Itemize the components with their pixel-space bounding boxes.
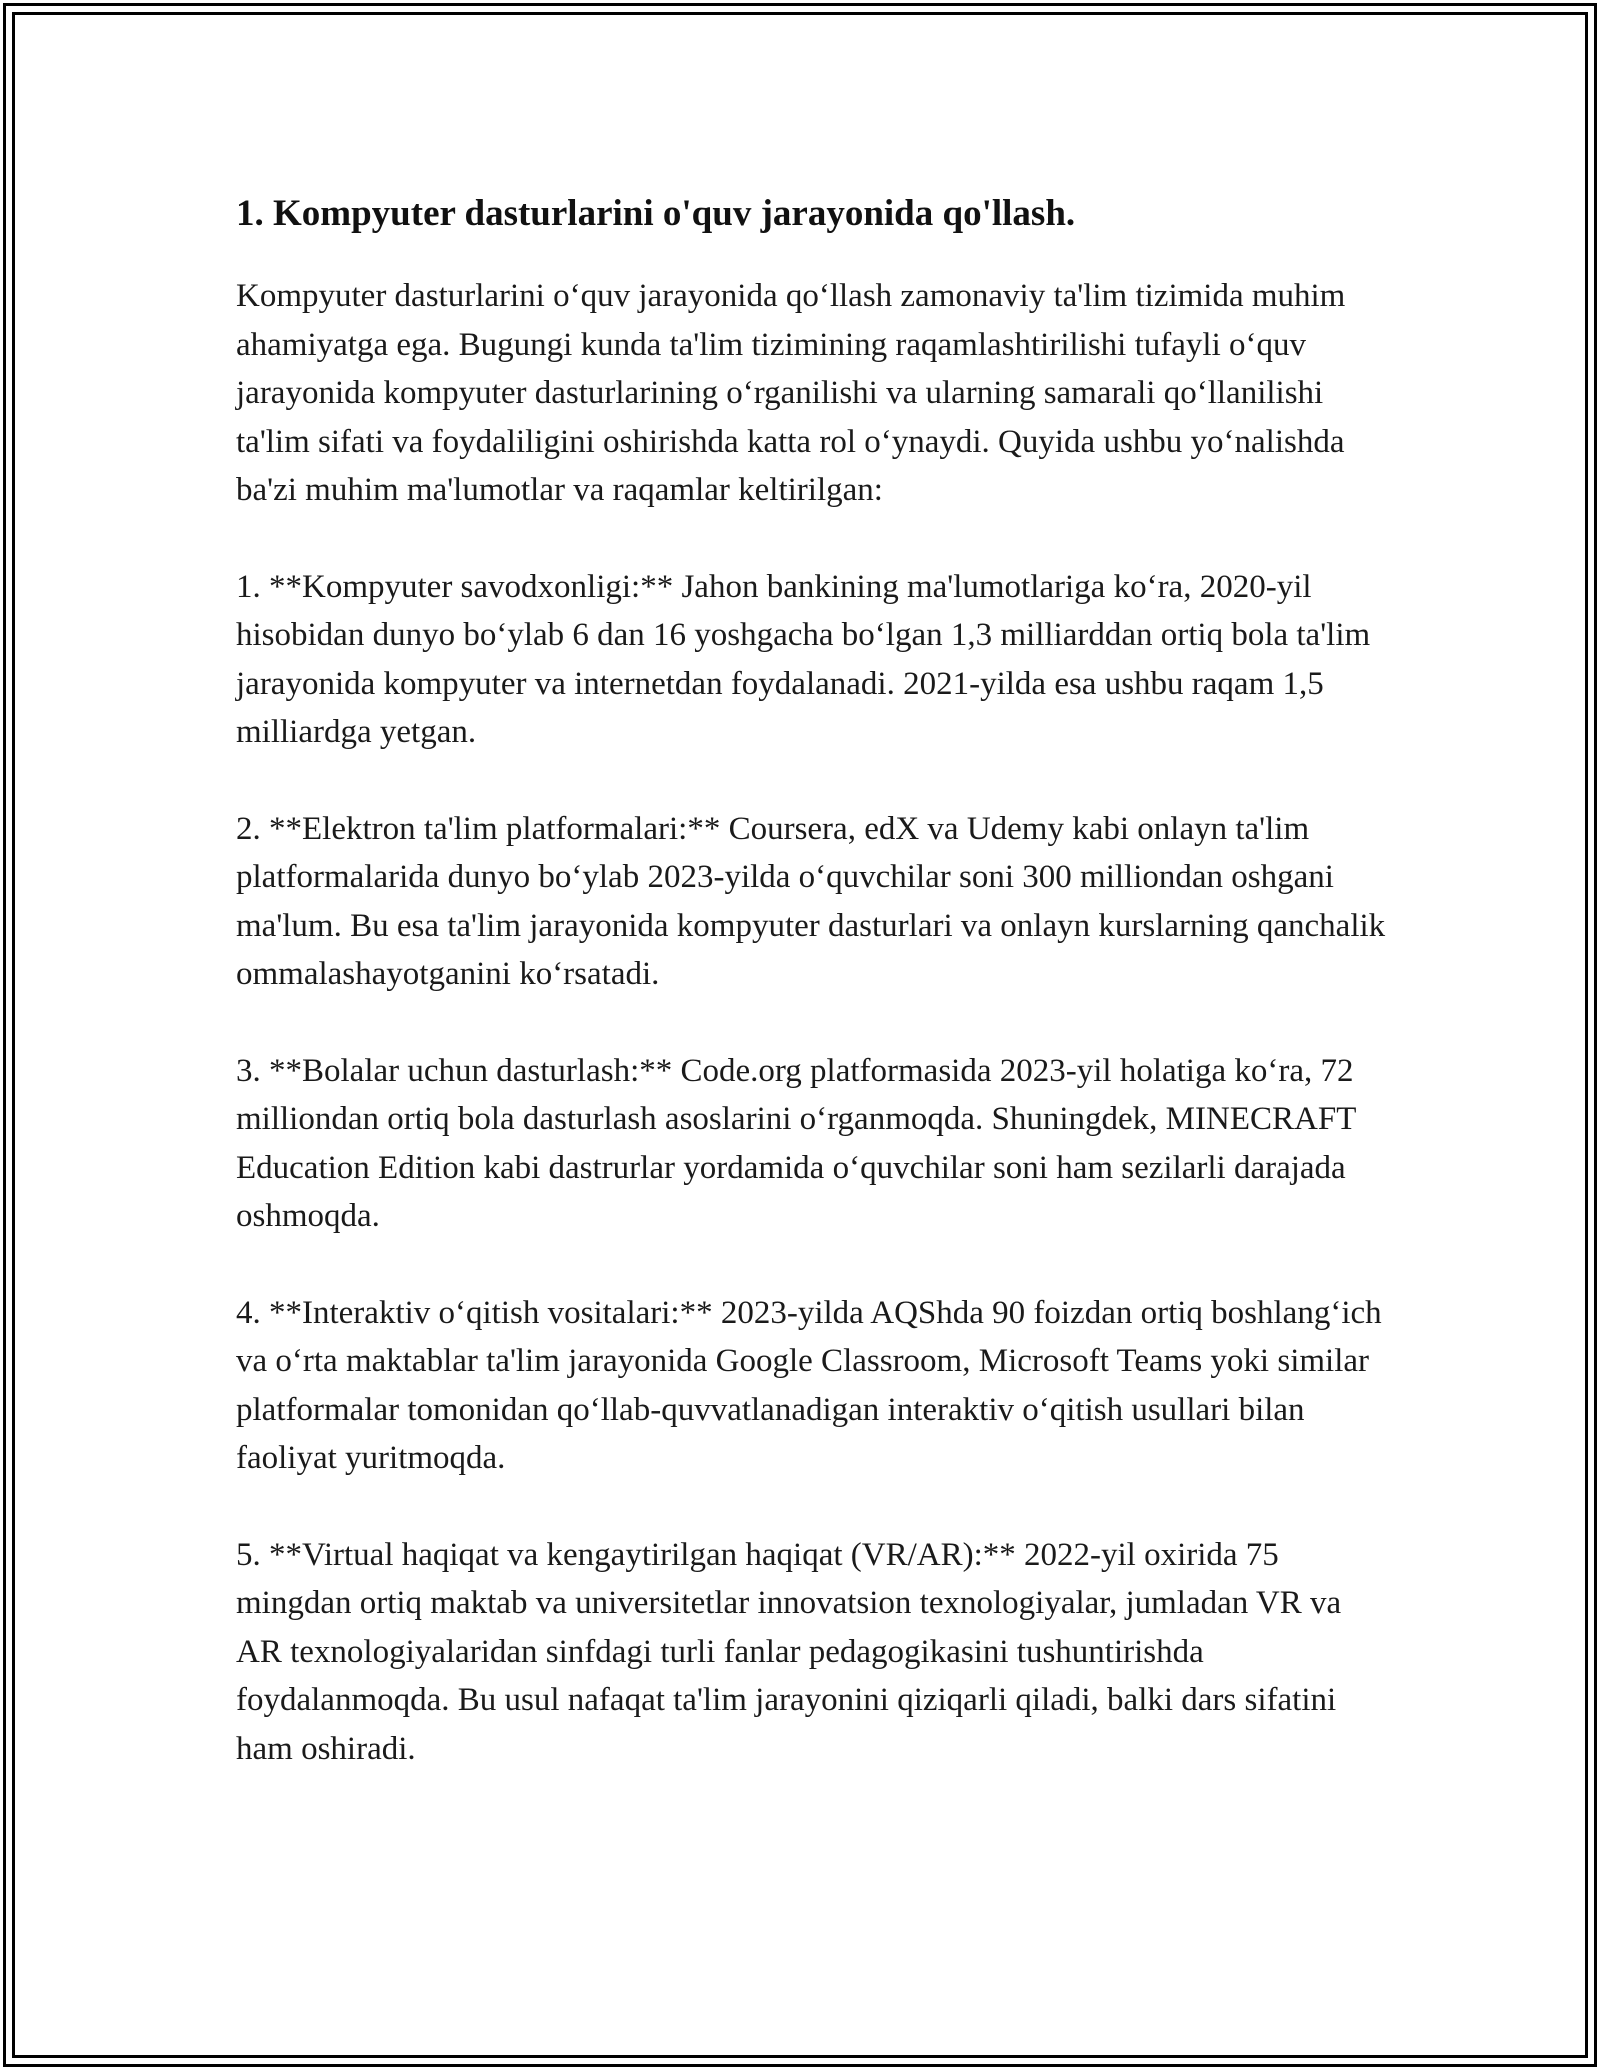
point-coding-for-kids: 3. **Bolalar uchun dasturlash:** Code.org platformasida 2023-yil holatiga ko‘ra, 72 milliondan ortiq bola dasturlash asoslarini o‘rganmoqda. Shuningdek, MINECRAFT Education Edition kabi dastrurlar yordamida o‘quvchilar soni ham sezilarli darajada oshmoqda. bbox=[236, 1052, 1356, 1234]
section-heading: 1. Kompyuter dasturlarini o'quv jarayonida qo'llash. bbox=[236, 193, 1076, 234]
point-e-learning-platforms: 2. **Elektron ta'lim platformalari:** Coursera, edX va Udemy kabi onlayn ta'lim platformalarida dunyo bo‘ylab 2023-yilda o‘quvchilar soni 300 milliondan oshgani ma'lum. Bu esa ta'lim jarayonida kompyuter dasturlari va onlayn kurslarning qanchalik ommalashayotganini ko‘rsatadi. bbox=[236, 810, 1386, 992]
document-body bbox=[236, 186, 1386, 1821]
point-computer-literacy: 1. **Kompyuter savodxonligi:** Jahon bankining ma'lumotlariga ko‘ra, 2020-yil hisobidan dunyo bo‘ylab 6 dan 16 yoshgacha bo‘lgan 1,3 milliarddan ortiq bola ta'lim jarayonida kompyuter va internetdan foydalanadi. 2021-yilda esa ushbu raqam 1,5 milliardga yetgan. bbox=[236, 568, 1371, 750]
point-interactive-tools: 4. **Interaktiv o‘qitish vositalari:** 2023-yilda AQShda 90 foizdan ortiq boshlang‘ich va o‘rta maktablar ta'lim jarayonida Google Classroom, Microsoft Teams yoki similar platformalar tomonidan qo‘llab-quvvatlanadigan interaktiv o‘qitish usullari bilan faoliyat yuritmoqda. bbox=[236, 1294, 1382, 1476]
intro-paragraph: Kompyuter dasturlarini o‘quv jarayonida qo‘llash zamonaviy ta'lim tizimida muhim ahamiyatga ega. Bugungi kunda ta'lim tizimining raqamlashtirilishi tufayli o‘quv jarayonida kompyuter dasturlarining o‘rganilishi va ularning samarali qo‘llanilishi ta'lim sifati va foydaliligini oshirishda katta rol o‘ynaydi. Quyida ushbu yo‘nalishda ba'zi muhim ma'lumotlar va raqamlar keltirilgan: bbox=[236, 278, 1346, 508]
point-vr-ar: 5. **Virtual haqiqat va kengaytirilgan haqiqat (VR/AR):** 2022-yil oxirida 75 mingdan ortiq maktab va universitetlar innovatsion texnologiyalar, jumladan VR va AR texnologiyalaridan sinfdagi turli fanlar pedagogikasini tushuntirishda foydalanmoqda. Bu usul nafaqat ta'lim jarayonini qiziqarli qiladi, balki dars sifatini ham oshiradi. bbox=[236, 1536, 1342, 1767]
